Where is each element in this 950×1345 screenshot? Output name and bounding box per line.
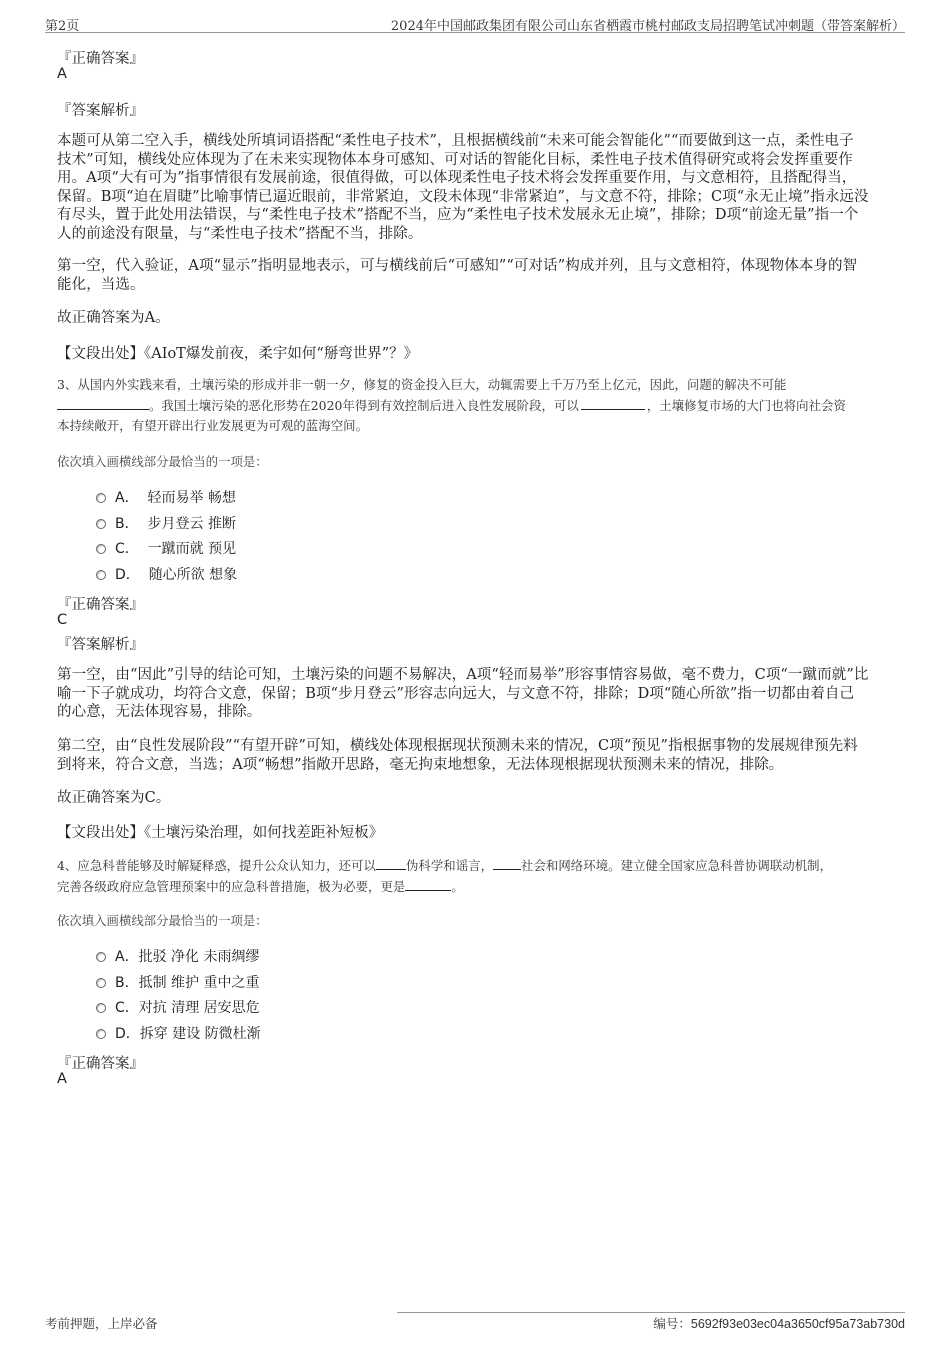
q4-answer-label: 『正确答案』: [57, 1056, 144, 1072]
q4-answer: A: [57, 1071, 67, 1087]
radio-button[interactable]: [96, 1029, 106, 1039]
q3-source: 【文段出处】《土壤污染治理，如何找差距补短板》: [57, 825, 384, 841]
page-header: [45, 14, 905, 33]
text-line: 能化，当选。: [57, 276, 145, 293]
text-line: 用。A项“大有可为”指事情很有发展前途，很值得做，可以体现柔性电子技术将会发挥重要作用，与文意相符，且搭配得当，: [57, 170, 857, 186]
q2-analysis-paragraph: [57, 132, 887, 243]
footer-divider: [397, 1312, 905, 1313]
fill-blank: [57, 396, 149, 410]
q2-second-paragraph: [57, 257, 887, 294]
radio-button[interactable]: [96, 1003, 106, 1013]
text-line: 本题可从第二空入手，横线处所填词语搭配“柔性电子技术”，且根据横线前“未来可能会智能化”“而要做到这一点，柔性电子: [57, 133, 854, 149]
radio-button[interactable]: [96, 570, 106, 580]
text-line: 第一空，代入验证，A项“显示”指明显地表示，可与横线前后“可感知”“可对话”构成并列，且与文意相符，体现物体本身的智: [57, 258, 858, 274]
q3-option-b[interactable]: B． 步月登云 推断: [96, 513, 236, 533]
q3-option-c[interactable]: C． 一蹴而就 预见: [96, 538, 236, 558]
q2-analysis-label: 『答案解析』: [57, 103, 144, 119]
radio-button[interactable]: [96, 952, 106, 962]
text-line: 人的前途没有限量，与“柔性电子技术”搭配不当，排除。: [57, 225, 423, 242]
page-number: 第2页: [45, 19, 80, 34]
text-line: 4、应急科普能够及时解疑释惑，提升公众认知力，还可以 伪科学和谣言， 社会和网络环境。建立健全国家应急科普协调联动机制，: [57, 858, 833, 873]
q3-second-paragraph: [57, 737, 887, 774]
q4-option-b[interactable]: B．抵制 维护 重中之重: [96, 972, 260, 992]
q2-answer-label: 『正确答案』: [57, 51, 144, 67]
q3-question-text: [57, 375, 897, 437]
text-line: 保留。B项“迫在眉睫”比喻事情已逼近眼前，非常紧迫，文段未体现“非常紧迫”，与文意不符，排除；C项“永无止境”指永远没: [57, 188, 869, 205]
q3-answer: C: [57, 612, 68, 628]
document-code: 编号：5692f93e03ec04a3650cf95a73ab730d: [653, 1316, 905, 1331]
fill-blank: [376, 856, 406, 870]
radio-button[interactable]: [96, 978, 106, 988]
page-footer: [45, 1314, 905, 1334]
text-line: 的心意，无法体现容易，排除。: [57, 704, 262, 720]
q3-analysis-paragraph: [57, 666, 887, 722]
q4-option-a[interactable]: A．批驳 净化 未雨绸缪: [96, 946, 259, 966]
fill-blank: [581, 396, 645, 410]
text-line: 第一空，由“因此”引导的结论可知，土壤污染的问题不易解决，A项“轻而易举”形容事情容易做，毫不费力，C项“一蹴而就”比: [57, 667, 869, 683]
q4-option-c[interactable]: C．对抗 清理 居安思危: [96, 997, 260, 1017]
q4-prompt: 依次填入画横线部分最恰当的一项是：: [57, 913, 268, 928]
fill-blank: [493, 856, 521, 870]
text-line: 3、从国内外实践来看，土壤污染的形成并非一朝一夕，修复的资金投入巨大，动辄需要上千万乃至上亿元，因此，问题的解决不可能: [57, 377, 787, 392]
text-line: 。我国土壤污染的恶化形势在2020年得到有效控制后进入良性发展阶段，可以 ，土壤修复市场的大门也将向社会资: [57, 396, 897, 417]
q2-source: 【文段出处】《AIoT爆发前夜，柔宇如何“掰弯世界”？》: [57, 346, 419, 362]
q3-option-a[interactable]: A． 轻而易举 畅想: [96, 487, 236, 507]
text-line: 有尽头，置于此处用法错误，与“柔性电子技术”搭配不当，应为“柔性电子技术发展永无止境”，排除；D项“前途无量”指一个: [57, 207, 859, 223]
fill-blank: [405, 877, 451, 891]
q3-analysis-label: 『答案解析』: [57, 637, 144, 653]
q2-conclusion: 故正确答案为A。: [57, 310, 170, 326]
text-line: 技术”可知，横线处应体现为了在未来实现物体本身可感知、可对话的智能化目标，柔性电子技术值得研究或将会发挥重要作: [57, 151, 853, 168]
q3-prompt: 依次填入画横线部分最恰当的一项是：: [57, 454, 268, 469]
radio-button[interactable]: [96, 544, 106, 554]
text-line: 本持续敞开，有望开辟出行业发展更为可观的蓝海空间。: [57, 418, 369, 433]
q4-option-d[interactable]: D．拆穿 建设 防微杜渐: [96, 1023, 261, 1043]
footer-slogan: 考前押题，上岸必备: [45, 1316, 158, 1331]
q3-conclusion: 故正确答案为C。: [57, 790, 171, 806]
q2-answer: A: [57, 66, 67, 82]
q3-option-d[interactable]: D． 随心所欲 想象: [96, 564, 237, 584]
radio-button[interactable]: [96, 493, 106, 503]
text-line: 喻一下子就成功，均符合文意，保留；B项“步月登云”形容志向远大，与文意不符，排除；D项“随心所欲”指一切都由着自己: [57, 685, 855, 702]
q4-question-text: [57, 856, 897, 897]
text-line: 第二空，由“良性发展阶段”“有望开辟”可知，横线处体现根据现状预测未来的情况，C项“预见”指根据事物的发展规律预先料: [57, 738, 858, 754]
text-line: 完善各级政府应急管理预案中的应急科普措施，极为必要，更是 。: [57, 878, 464, 894]
radio-button[interactable]: [96, 519, 106, 529]
text-line: 到将来，符合文意，当选；A项“畅想”指敞开思路，毫无拘束地想象，无法体现根据现状预测未来的情况，排除。: [57, 756, 784, 773]
q3-answer-label: 『正确答案』: [57, 597, 144, 613]
document-title: 2024年中国邮政集团有限公司山东省栖霞市桃村邮政支局招聘笔试冲刺题（带答案解析）: [390, 19, 905, 34]
